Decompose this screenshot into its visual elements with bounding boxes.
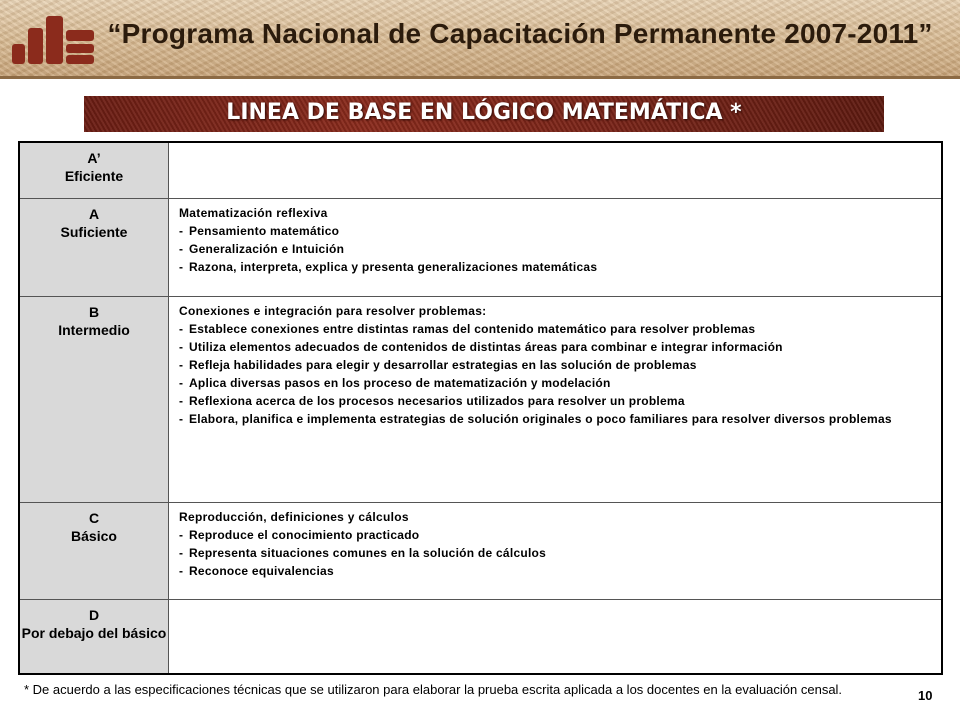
program-logo-icon xyxy=(8,14,96,66)
table-row-b xyxy=(19,296,942,502)
levels-table xyxy=(18,141,943,675)
list-item: - Reconoce equivalencias xyxy=(179,563,334,578)
table-row-a xyxy=(19,198,942,296)
level-description xyxy=(169,502,943,599)
list-item: - Reproduce el conocimiento practicado xyxy=(179,527,420,542)
level-name: Eficiente xyxy=(64,168,124,184)
description-title: Matematización reflexiva xyxy=(179,205,328,220)
list-item: - Elabora, planifica e implementa estrategias de solución originales o poco familiares para resolver diversos problemas xyxy=(179,411,892,426)
list-item: - Pensamiento matemático xyxy=(179,223,340,238)
page-title: “Programa Nacional de Capacitación Permanente 2007-2011” xyxy=(107,18,933,49)
level-description xyxy=(169,296,943,502)
list-item: - Refleja habilidades para elegir y desarrollar estrategias en las solución de problemas xyxy=(179,357,697,372)
section-banner xyxy=(84,96,884,132)
level-cell xyxy=(19,142,169,198)
description-title: Reproducción, definiciones y cálculos xyxy=(179,509,409,524)
table-row-c xyxy=(19,502,942,599)
level-code: B xyxy=(88,303,100,320)
list-item: - Reflexiona acerca de los procesos necesarios utilizados para resolver un problema xyxy=(179,393,685,408)
level-cell xyxy=(19,599,169,674)
description-title: Conexiones e integración para resolver problemas: xyxy=(179,303,487,318)
table-row-a-prime xyxy=(19,142,942,198)
list-item: - Aplica diversas pasos en los proceso de matematización y modelación xyxy=(179,375,611,390)
table-row-d xyxy=(19,599,942,674)
list-item: - Generalización e Intuición xyxy=(179,241,345,256)
list-item: - Razona, interpreta, explica y presenta generalizaciones matemáticas xyxy=(179,259,598,274)
level-description xyxy=(169,198,943,296)
section-title: LINEA DE BASE EN LÓGICO MATEMÁTICA * xyxy=(226,100,742,125)
level-code: C xyxy=(88,509,100,526)
list-item: - Establece conexiones entre distintas ramas del contenido matemático para resolver problemas xyxy=(179,321,756,336)
level-name: Suficiente xyxy=(60,223,128,240)
level-code: D xyxy=(88,606,100,623)
level-name: Básico xyxy=(71,527,117,544)
level-cell xyxy=(19,296,169,502)
level-description-empty xyxy=(169,142,943,198)
level-cell xyxy=(19,502,169,599)
page-number: 10 xyxy=(918,688,933,703)
list-item: - Representa situaciones comunes en la solución de cálculos xyxy=(179,545,547,560)
level-name: Intermedio xyxy=(58,321,130,338)
level-cell xyxy=(19,198,169,296)
level-code: A xyxy=(88,205,100,222)
level-name: Por debajo del básico xyxy=(21,624,167,641)
level-code: A’ xyxy=(87,150,101,166)
level-description-empty xyxy=(169,599,943,674)
list-item: - Utiliza elementos adecuados de contenidos de distintas áreas para combinar e integrar información xyxy=(179,339,783,354)
header-bar xyxy=(0,0,960,79)
footnote: * De acuerdo a las especificaciones técnicas que se utilizaron para elaborar la prueba escrita aplicada a los docentes en la evaluación censal. xyxy=(24,682,843,697)
